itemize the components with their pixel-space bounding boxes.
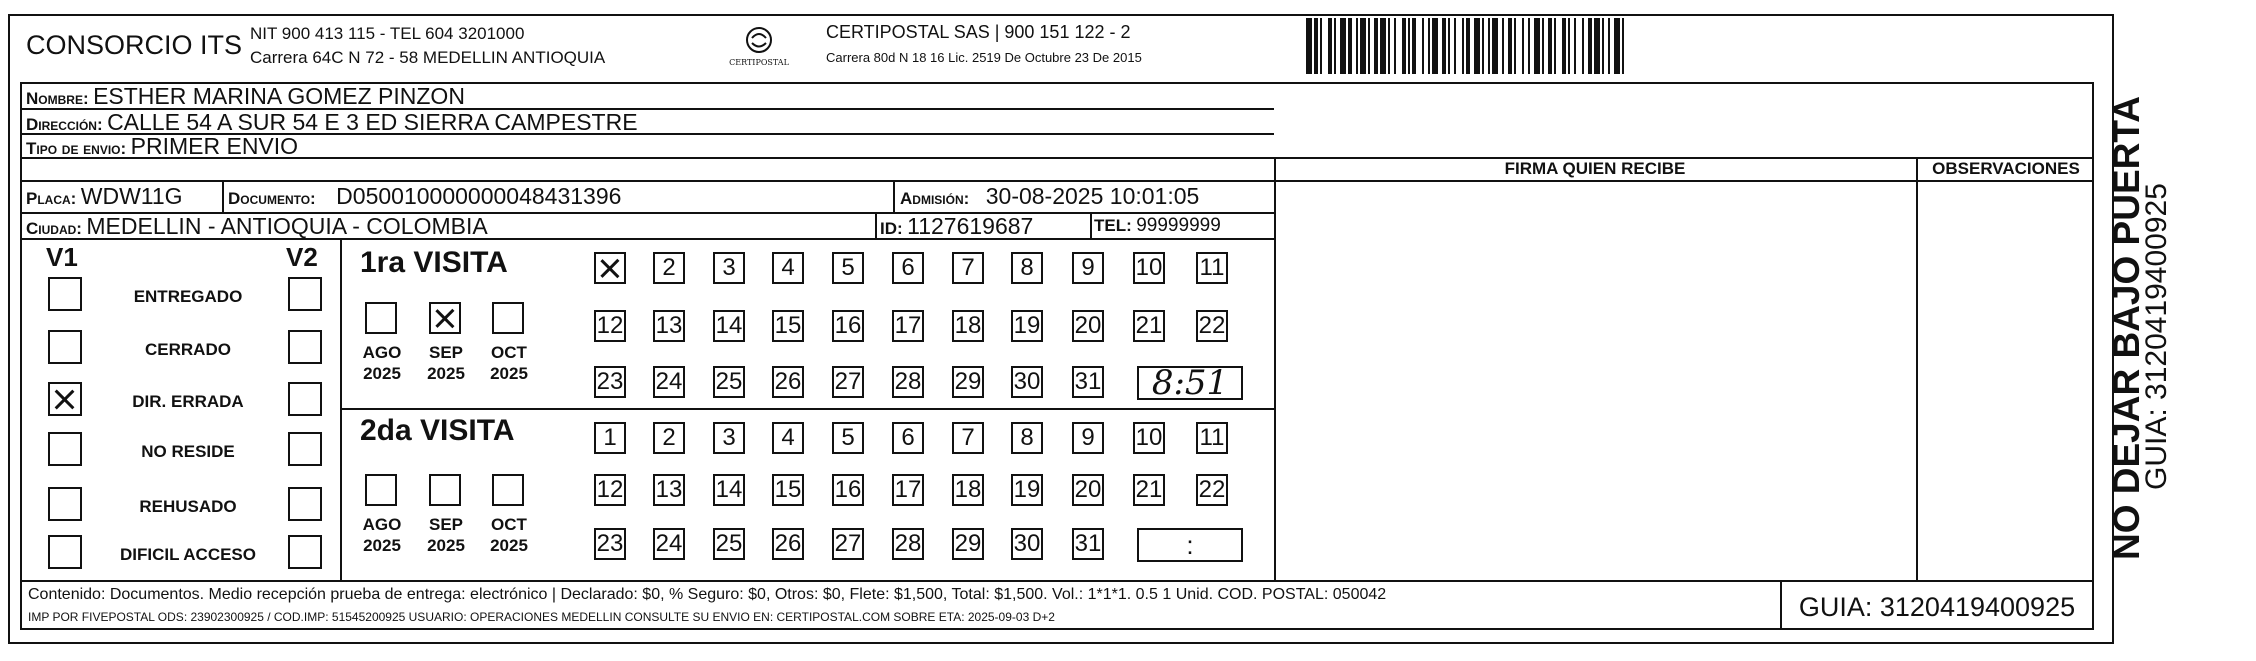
day-box[interactable]: 29: [952, 528, 984, 560]
month-label: [357, 342, 407, 384]
day-box[interactable]: 27: [832, 366, 864, 398]
month-checkbox[interactable]: [492, 474, 524, 506]
tipo-envio-value: PRIMER ENVIO: [130, 133, 299, 159]
day-box[interactable]: 10: [1133, 252, 1165, 284]
certipostal-logo: [724, 24, 794, 74]
day-box[interactable]: 26: [772, 366, 804, 398]
month-year: 2025: [490, 364, 528, 383]
day-box[interactable]: 11: [1196, 252, 1228, 284]
day-box[interactable]: 20: [1072, 310, 1104, 342]
month-label: [357, 514, 407, 556]
day-box[interactable]: 24: [653, 366, 685, 398]
month-label: [421, 514, 471, 556]
admision-label: Admisión:: [900, 189, 970, 208]
day-box[interactable]: 4: [772, 422, 804, 454]
day-box[interactable]: 17: [892, 474, 924, 506]
tipo-envio-row: [26, 133, 298, 160]
month-name: AGO: [362, 343, 402, 362]
id-label: ID:: [880, 219, 903, 238]
month-name: OCT: [491, 515, 527, 534]
day-box[interactable]: 7: [952, 252, 984, 284]
address-line: Carrera 64C N 72 - 58 MEDELLIN ANTIOQUIA: [250, 48, 606, 67]
month-name: SEP: [428, 343, 464, 362]
day-box[interactable]: 3: [713, 422, 745, 454]
barcode-bar: [1624, 18, 1628, 74]
day-box[interactable]: 12: [594, 310, 626, 342]
status-label: CERRADO: [145, 340, 231, 359]
v1-checkbox[interactable]: [48, 432, 82, 466]
placa-value: WDW11G: [80, 183, 183, 209]
day-box[interactable]: 6: [892, 422, 924, 454]
month-checkbox[interactable]: [429, 474, 461, 506]
month-label: [484, 514, 534, 556]
status-label: ENTREGADO: [133, 287, 243, 306]
day-box[interactable]: 6: [892, 252, 924, 284]
logo-text: CERTIPOSTAL: [729, 58, 789, 67]
v2-checkbox[interactable]: [288, 535, 322, 569]
month-name: AGO: [362, 515, 402, 534]
documento-row: [228, 183, 621, 210]
direccion-label: Dirección:: [26, 115, 103, 134]
time-box[interactable]: [1137, 363, 1243, 403]
visit-1-title: 1ra VISITA: [360, 246, 508, 279]
v2-checkbox[interactable]: [288, 432, 322, 466]
day-box[interactable]: 31: [1072, 528, 1104, 560]
footer-line2: IMP POR FIVEPOSTAL ODS: 23902300925 / COD.IMP: 51545200925 USUARIO: OPERACIONES MEDELLIN CONSULTE SU ENVIO EN: CERTIPOSTAL.COM SOBRE ETA: 2025-09-03 D+2: [28, 610, 1055, 624]
day-box[interactable]: 8: [1011, 422, 1043, 454]
day-box[interactable]: 17: [892, 310, 924, 342]
v2-checkbox[interactable]: [288, 487, 322, 521]
documento-label: Documento:: [228, 189, 316, 208]
day-box[interactable]: 16: [832, 474, 864, 506]
time-value: :: [1186, 529, 1194, 560]
footer-line1: Contenido: Documentos. Medio recepción prueba de entrega: electrónico | Declarado: $0, % Seguro: $0, Otros: $0, Flete: $1,500, Total: $1,500. Vol.: 1*1*1. 0.5 1 Unid. COD. POSTAL: 050042: [28, 586, 1387, 603]
status-label: NO RESIDE: [141, 442, 235, 461]
day-box[interactable]: 9: [1072, 422, 1104, 454]
nombre-label: Nombre:: [26, 89, 89, 108]
day-box[interactable]: 16: [832, 310, 864, 342]
day-box[interactable]: 30: [1011, 528, 1043, 560]
nombre-value: ESTHER MARINA GOMEZ PINZON: [93, 83, 465, 109]
v2-label: V2: [286, 242, 318, 272]
brand-name: CONSORCIO ITS: [26, 30, 243, 60]
day-box[interactable]: 28: [892, 528, 924, 560]
month-name: OCT: [491, 343, 527, 362]
month-checkbox[interactable]: [429, 302, 461, 334]
day-box[interactable]: 5: [832, 252, 864, 284]
tipo-envio-label: Tipo de envio:: [26, 139, 127, 158]
placa-row: [26, 183, 183, 210]
v2-checkbox[interactable]: [288, 382, 322, 416]
v2-checkbox[interactable]: [288, 277, 322, 311]
certipostal-line1: CERTIPOSTAL SAS | 900 151 122 - 2: [826, 22, 1131, 42]
month-year: 2025: [490, 536, 528, 555]
month-label: [421, 342, 471, 384]
day-box[interactable]: 18: [952, 474, 984, 506]
day-box[interactable]: [594, 252, 626, 284]
day-box[interactable]: 15: [772, 310, 804, 342]
ciudad-row: [26, 213, 488, 240]
day-box[interactable]: 2: [653, 252, 685, 284]
day-box[interactable]: 20: [1072, 474, 1104, 506]
day-box[interactable]: 12: [594, 474, 626, 506]
day-box[interactable]: 25: [713, 366, 745, 398]
id-value: 1127619687: [907, 213, 1034, 239]
side-guia: GUIA: 3120419400925: [2140, 183, 2173, 490]
certipostal-line2: Carrera 80d N 18 16 Lic. 2519 De Octubre 23 De 2015: [826, 50, 1142, 65]
day-box[interactable]: 13: [653, 310, 685, 342]
day-box[interactable]: 14: [713, 310, 745, 342]
day-box[interactable]: 15: [772, 474, 804, 506]
day-box[interactable]: 1: [594, 422, 626, 454]
month-year: 2025: [363, 536, 401, 555]
tel-value: 99999999: [1136, 215, 1221, 236]
day-box[interactable]: 11: [1196, 422, 1228, 454]
day-box[interactable]: 23: [594, 366, 626, 398]
day-box[interactable]: 10: [1133, 422, 1165, 454]
day-box[interactable]: 19: [1011, 310, 1043, 342]
firma-header: FIRMA QUIEN RECIBE: [1504, 159, 1686, 178]
day-box[interactable]: 14: [713, 474, 745, 506]
v1-checkbox[interactable]: [48, 535, 82, 569]
day-box[interactable]: 9: [1072, 252, 1104, 284]
v1-checkbox[interactable]: [48, 277, 82, 311]
status-label: DIR. ERRADA: [132, 392, 244, 411]
side-warning: NO DEJAR BAJO PUERTA: [2106, 96, 2147, 560]
admision-row: [900, 183, 1199, 210]
ciudad-label: Ciudad:: [26, 219, 82, 238]
tel-row: [1094, 215, 1221, 237]
v1-checkbox[interactable]: [48, 487, 82, 521]
day-box[interactable]: 5: [832, 422, 864, 454]
day-box[interactable]: 2: [653, 422, 685, 454]
v1-checkbox[interactable]: [48, 382, 82, 416]
observaciones-header: OBSERVACIONES: [1932, 159, 2080, 178]
tel-label: TEL:: [1094, 216, 1132, 235]
month-year: 2025: [427, 364, 465, 383]
month-checkbox[interactable]: [492, 302, 524, 334]
status-label: REHUSADO: [139, 497, 237, 516]
barcode: [1306, 18, 1628, 74]
documento-value: D050010000000048431396: [336, 183, 622, 209]
direccion-value: CALLE 54 A SUR 54 E 3 ED SIERRA CAMPESTRE: [107, 109, 638, 135]
nit-line: NIT 900 413 115 - TEL 604 3201000: [250, 24, 525, 43]
footer-guia: GUIA: 3120419400925: [1798, 592, 2076, 622]
day-box[interactable]: 7: [952, 422, 984, 454]
day-box[interactable]: 4: [772, 252, 804, 284]
direccion-row: [26, 109, 638, 136]
day-box[interactable]: 30: [1011, 366, 1043, 398]
day-box[interactable]: 18: [952, 310, 984, 342]
month-checkbox[interactable]: [365, 474, 397, 506]
admision-value: 30-08-2025 10:01:05: [985, 183, 1200, 209]
month-checkbox[interactable]: [365, 302, 397, 334]
day-box[interactable]: 28: [892, 366, 924, 398]
day-box[interactable]: 19: [1011, 474, 1043, 506]
day-box[interactable]: 22: [1196, 474, 1228, 506]
day-box[interactable]: 24: [653, 528, 685, 560]
day-box[interactable]: 8: [1011, 252, 1043, 284]
time-value: 8:51: [1151, 363, 1229, 403]
status-label: DIFICIL ACCESO: [119, 545, 256, 564]
month-year: 2025: [427, 536, 465, 555]
day-box[interactable]: 27: [832, 528, 864, 560]
day-box[interactable]: 26: [772, 528, 804, 560]
month-name: SEP: [428, 515, 464, 534]
nombre-row: [26, 83, 465, 110]
month-year: 2025: [363, 364, 401, 383]
day-box[interactable]: 13: [653, 474, 685, 506]
day-box[interactable]: 25: [713, 528, 745, 560]
ciudad-value: MEDELLIN - ANTIOQUIA - COLOMBIA: [86, 213, 488, 239]
day-box[interactable]: 3: [713, 252, 745, 284]
id-row: [880, 213, 1033, 240]
day-box[interactable]: 21: [1133, 474, 1165, 506]
placa-label: Placa:: [26, 189, 77, 208]
day-box[interactable]: 31: [1072, 366, 1104, 398]
day-box[interactable]: 22: [1196, 310, 1228, 342]
day-box[interactable]: 29: [952, 366, 984, 398]
day-box[interactable]: 21: [1133, 310, 1165, 342]
v1-checkbox[interactable]: [48, 330, 82, 364]
day-box[interactable]: 23: [594, 528, 626, 560]
time-box[interactable]: [1137, 528, 1243, 562]
month-label: [484, 342, 534, 384]
v1-label: V1: [46, 242, 78, 272]
v2-checkbox[interactable]: [288, 330, 322, 364]
visit-2-title: 2da VISITA: [360, 414, 515, 447]
